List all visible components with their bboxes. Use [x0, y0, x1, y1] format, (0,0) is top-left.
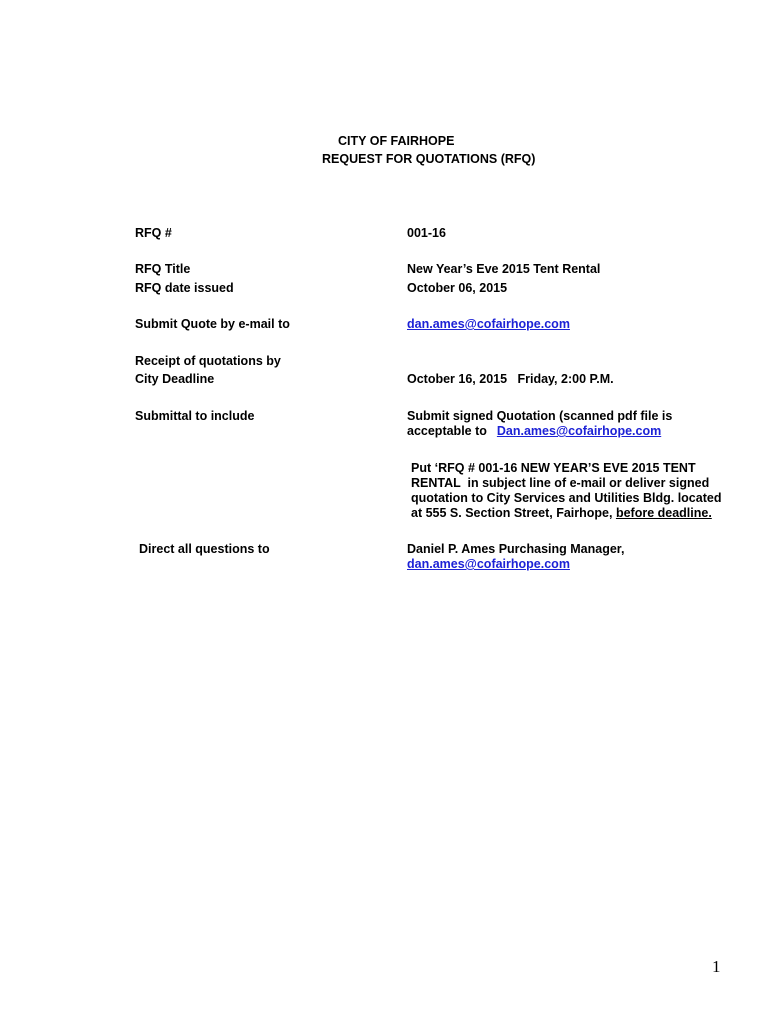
submit-email-link[interactable]: dan.ames@cofairhope.com [407, 317, 570, 331]
deadline-label: City Deadline [135, 372, 215, 386]
deadline-value: October 16, 2015 Friday, 2:00 P.M. [407, 372, 614, 386]
receipt-label: Receipt of quotations by [135, 354, 281, 368]
submittal-line-2 [407, 424, 661, 439]
put-note-deadline-emphasis: before deadline. [615, 506, 712, 520]
submittal-email-link[interactable]: Dan.ames@cofairhope.com [496, 424, 662, 438]
rfq-date-label: RFQ date issued [135, 281, 234, 295]
rfq-date-value: October 06, 2015 [407, 281, 508, 295]
header-rfq-title: REQUEST FOR QUOTATIONS (RFQ) [322, 152, 536, 166]
questions-label: Direct all questions to [139, 542, 270, 556]
rfq-title-value: New Year’s Eve 2015 Tent Rental [407, 262, 601, 276]
rfq-number-label: RFQ # [135, 226, 172, 240]
rfq-number-value: 001-16 [407, 226, 446, 240]
submittal-label: Submittal to include [135, 409, 255, 423]
page-number: 1 [712, 957, 721, 976]
submittal-line-1: Submit signed Quotation (scanned pdf file is [407, 409, 673, 423]
submit-email-label: Submit Quote by e-mail to [135, 317, 290, 331]
put-note-line-3: quotation to City Services and Utilities Bldg. located [411, 491, 722, 505]
put-note-line-4 [411, 506, 712, 521]
header-city-name: CITY OF FAIRHOPE [338, 134, 455, 148]
submittal-prefix: acceptable to [407, 424, 487, 438]
put-note-prefix: at 555 S. Section Street, Fairhope, [411, 506, 613, 520]
questions-contact: Daniel P. Ames Purchasing Manager, [407, 542, 625, 556]
put-note-line-2: RENTAL in subject line of e-mail or deliver signed [411, 476, 710, 490]
questions-email-link[interactable]: dan.ames@cofairhope.com [407, 557, 570, 571]
rfq-title-label: RFQ Title [135, 262, 191, 276]
put-note-line-1: Put ‘RFQ # 001-16 NEW YEAR’S EVE 2015 TENT [411, 461, 696, 475]
